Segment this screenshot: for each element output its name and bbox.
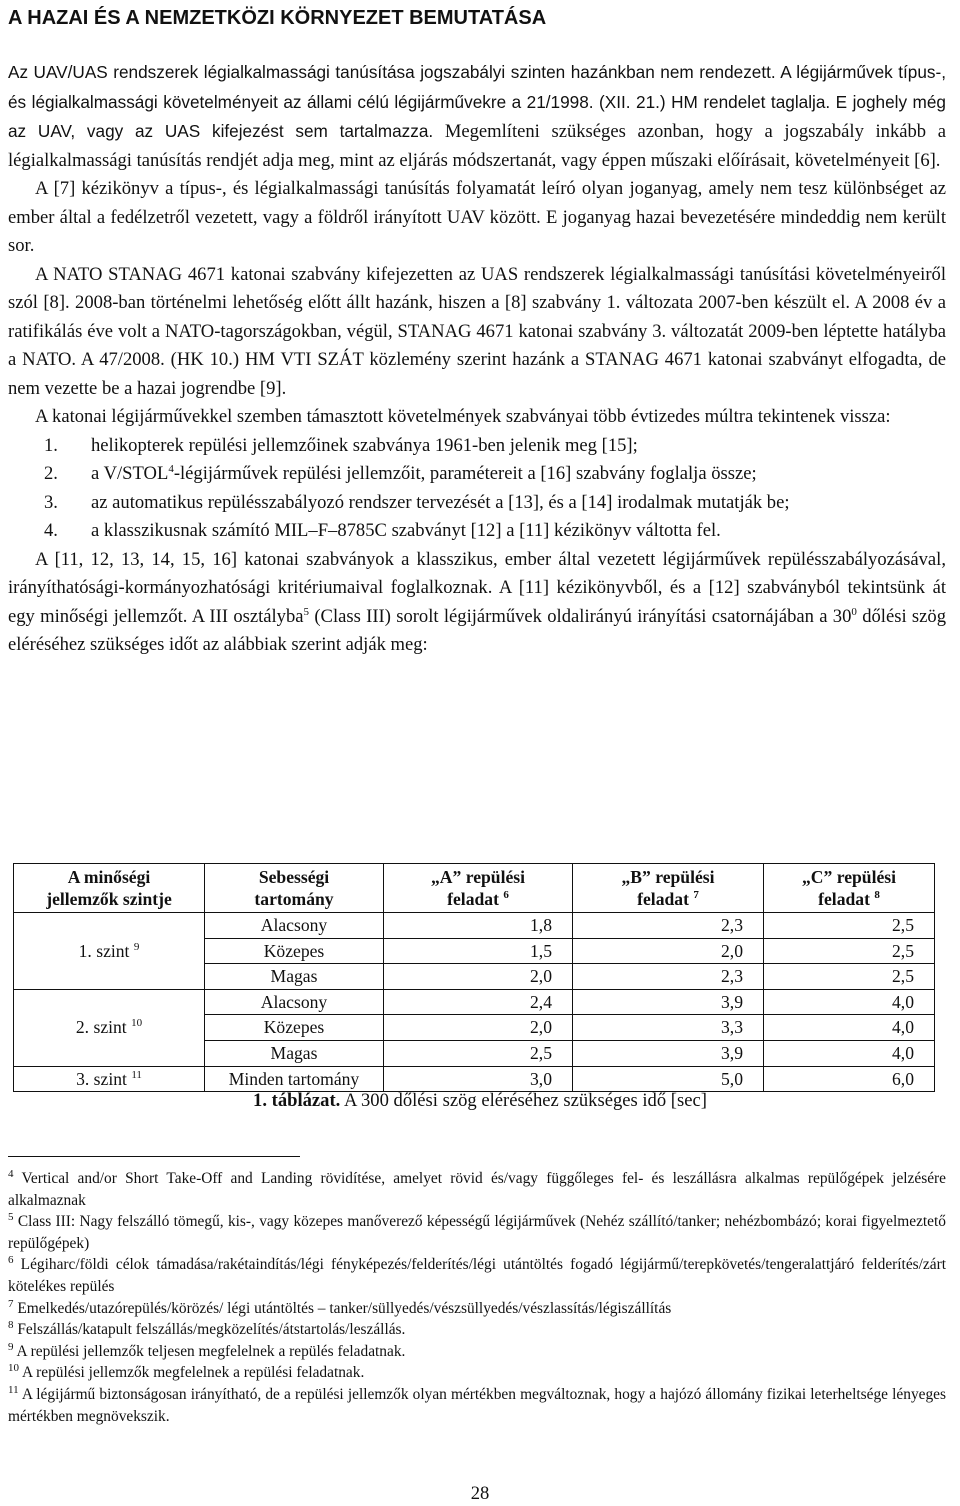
- table-row: [14, 913, 935, 939]
- table-row: [14, 989, 935, 1015]
- paragraph-5: [8, 546, 946, 660]
- range-cell: Magas: [205, 1040, 384, 1066]
- footnote: $^5$ Class III: Nagy felszálló tömegű, kis-, vagy közepes manőverező képességű légijárművek (Nehéz szállító/tanker; nehézbombázó; korai figyelmeztető repülőgépek): [8, 1211, 946, 1252]
- paragraph-5-part-a: A [11, 12, 13, 14, 15, 16] katonai szabványok a klasszikus, ember által vezetett légijárművek repülésszabályozásával, irányíthatósági-kormányozhatósági kritériumaival foglalkoznak. A [11] kézikönyvből, és a [12] szabványból tekintsünk át egy minőségi jellemzőt. A III osztályba: [8, 548, 946, 627]
- degree-superscript: 0: [851, 605, 857, 618]
- value-cell: 2,0: [573, 938, 764, 964]
- list-item-text: a V/STOL: [91, 463, 169, 484]
- header-speed-range: Sebességi tartomány: [205, 864, 384, 913]
- level-cell: 3. szint $^{11}$: [14, 1066, 205, 1092]
- footnote: $^{10}$ A repülési jellemzők megfelelnek a repülési feladatnak.: [8, 1362, 365, 1382]
- data-table-wrapper: [13, 863, 941, 1092]
- list-item-text: a klasszikusnak számító MIL–F–8785C szabványt [12] a [11] kézikönyv váltotta fel.: [91, 520, 721, 541]
- level-cell: 1. szint $^9$: [14, 913, 205, 990]
- table-row: [14, 1066, 935, 1092]
- caption-text: A 300 dőlési szög eléréséhez szükséges idő [sec]: [340, 1090, 707, 1111]
- table-header-row: [14, 864, 935, 913]
- value-cell: 2,4: [384, 989, 573, 1015]
- header-task-b: „B” repülési feladat $^7$: [573, 864, 764, 913]
- footnote: $^8$ Felszállás/katapult felszállás/megközelítés/átstartolás/leszállás.: [8, 1319, 406, 1339]
- footnote: $^6$ Légiharc/földi célok támadása/rakétaindítás/légi fényképezés/felderítés/légi utántöltés fogadó légijármű/terepkövetés/tengeralattjáró felderítés/zárt kötelékes repülés: [8, 1254, 946, 1295]
- footnote: $^7$ Emelkedés/utazórepülés/körözés/ légi utántöltés – tanker/süllyedés/vészsüllyedés/vészlassítás/légiszállítás: [8, 1297, 672, 1317]
- range-cell: Magas: [205, 964, 384, 990]
- footnote: $^9$ A repülési jellemzők teljesen megfelelnek a repülés feladatnak.: [8, 1340, 406, 1360]
- value-cell: 3,3: [573, 1015, 764, 1041]
- list-item-number: 1.: [44, 434, 58, 456]
- value-cell: 1,8: [384, 913, 573, 939]
- value-cell: 4,0: [764, 1015, 935, 1041]
- list-item: [8, 460, 946, 489]
- list-item-number: 3.: [44, 491, 58, 513]
- range-cell: Közepes: [205, 1015, 384, 1041]
- paragraph-4: A katonai légijárművekkel szemben támasztott követelmények szabványai több évtizedes múltra tekintenek vissza:: [35, 406, 891, 427]
- paragraph-1-part-a: Az UAV/UAS rendszerek légialkalmassági tanúsítása jogszabályi szinten hazánkban nem rendezett. A légijárművek típus-, és légialkalmassági követelményeit az állami célú légijárművekre a 21/1998. (XII. 21.) HM rendelet taglalja. E joghely még az UAV, vagy az UAS kifejezést sem tartalmazza.: [8, 62, 946, 141]
- value-cell: 3,9: [573, 1040, 764, 1066]
- paragraph-2: A [7] kézikönyv a típus-, és légialkalmassági tanúsítás folyamatát leíró olyan joganyag, amely nem tesz különbséget az ember által a fedélzetről vezetett, vagy a földről irányított UAV között. E joganyag hazai bevezetésére mindeddig nem került sor.: [8, 178, 946, 256]
- paragraph-5-part-b: (Class III) sorolt légijárművek oldalirányú irányítási csatornájában a 30: [309, 605, 852, 627]
- footnote-ref: 4: [168, 462, 174, 475]
- header-task-c: „C” repülési feladat $^8$: [764, 864, 935, 913]
- footnote: $^{11}$ A légijármű biztonságosan irányítható, de a repülési jellemzők olyan mértékben megváltoznak, hogy a hajózó állomány fizikai leterheltsége lényeges mértékben megnövekszik.: [8, 1383, 946, 1425]
- roll-time-table: [13, 863, 935, 1092]
- value-cell: 3,9: [573, 989, 764, 1015]
- value-cell: 3,0: [384, 1066, 573, 1092]
- footnote-separator: [8, 1156, 300, 1157]
- value-cell: 2,5: [764, 938, 935, 964]
- list-item: [8, 432, 946, 461]
- header-quality-level: A minőségi jellemzők szintje: [14, 864, 205, 913]
- value-cell: 2,5: [764, 964, 935, 990]
- footnotes: [8, 1168, 946, 1427]
- page-number: 28: [470, 1483, 490, 1504]
- paragraph-1: [8, 58, 946, 175]
- range-cell: Alacsony: [205, 989, 384, 1015]
- value-cell: 1,5: [384, 938, 573, 964]
- list-item-text: az automatikus repülésszabályozó rendszer tervezését a [13], és a [14] irodalmak mutatják be;: [91, 491, 790, 513]
- header-task-a: „A” repülési feladat $^6$: [384, 864, 573, 913]
- value-cell: 5,0: [573, 1066, 764, 1092]
- value-cell: 4,0: [764, 1040, 935, 1066]
- list-item-text: -légijárművek repülési jellemzőit, paramétereit a [16] szabvány foglalja össze;: [173, 463, 757, 484]
- list-item-text: helikopterek repülési jellemzőinek szabványa 1961-ben jelenik meg [15];: [91, 434, 638, 456]
- value-cell: 4,0: [764, 989, 935, 1015]
- level-cell: 2. szint $^{10}$: [14, 989, 205, 1066]
- range-cell: Minden tartomány: [205, 1066, 384, 1092]
- range-cell: Közepes: [205, 938, 384, 964]
- footnote: $^4$ Vertical and/or Short Take-Off and Landing rövidítése, amelyet rövid és/vagy függőleges fel- és leszállásra alkalmas repülőgépek jelzésére alkalmaznak: [8, 1167, 946, 1209]
- value-cell: 2,5: [384, 1040, 573, 1066]
- list-item-number: 4.: [44, 520, 58, 541]
- range-cell: Alacsony: [205, 913, 384, 939]
- value-cell: 2,3: [573, 964, 764, 990]
- value-cell: 2,0: [384, 1015, 573, 1041]
- body-text: [8, 58, 946, 660]
- paragraph-3: A NATO STANAG 4671 katonai szabvány kifejezetten az UAS rendszerek légialkalmassági tanúsítási követelményeiről szól [8]. 2008-ban történelmi lehetőség előtt állt hazánk, hiszen a [8] szabvány 1. változata 2007-ben készült el. A 2008 év a ratifikálás éve volt a NATO-tagországokban, végül, STANAG 4671 katonai szabvány 3. változatát 2009-ben léptette hatályba a NATO. A 47/2008. (HK 10.) HM VTI SZÁT közlemény szerint hazánk a STANAG 4671 katonai szabványt elfogadta, de nem vezette be a hazai jogrendbe [9].: [8, 263, 946, 399]
- value-cell: 2,5: [764, 913, 935, 939]
- footnote-ref: 5: [303, 605, 310, 618]
- list-item: [8, 517, 946, 546]
- list-item: [8, 489, 946, 518]
- value-cell: 2,0: [384, 964, 573, 990]
- value-cell: 6,0: [764, 1066, 935, 1092]
- paragraph-1-part-b: Megemlíteni szükséges azonban, hogy a jogszabály inkább a légialkalmassági tanúsítás rendjét adja meg, mint az eljárás módszertanát, vagy éppen műszaki előírásait, követelményeit [6].: [8, 121, 946, 171]
- table-caption: [0, 1090, 960, 1112]
- section-heading: A HAZAI ÉS A NEMZETKÖZI KÖRNYEZET BEMUTATÁSA: [8, 7, 547, 29]
- standards-list: [8, 432, 946, 546]
- list-item-number: 2.: [44, 463, 58, 484]
- caption-label: 1. táblázat.: [253, 1090, 341, 1111]
- value-cell: 2,3: [573, 913, 764, 939]
- paragraph-5-part-c: dőlési szög eléréséhez szükséges időt az alábbiak szerint adják meg:: [8, 605, 947, 655]
